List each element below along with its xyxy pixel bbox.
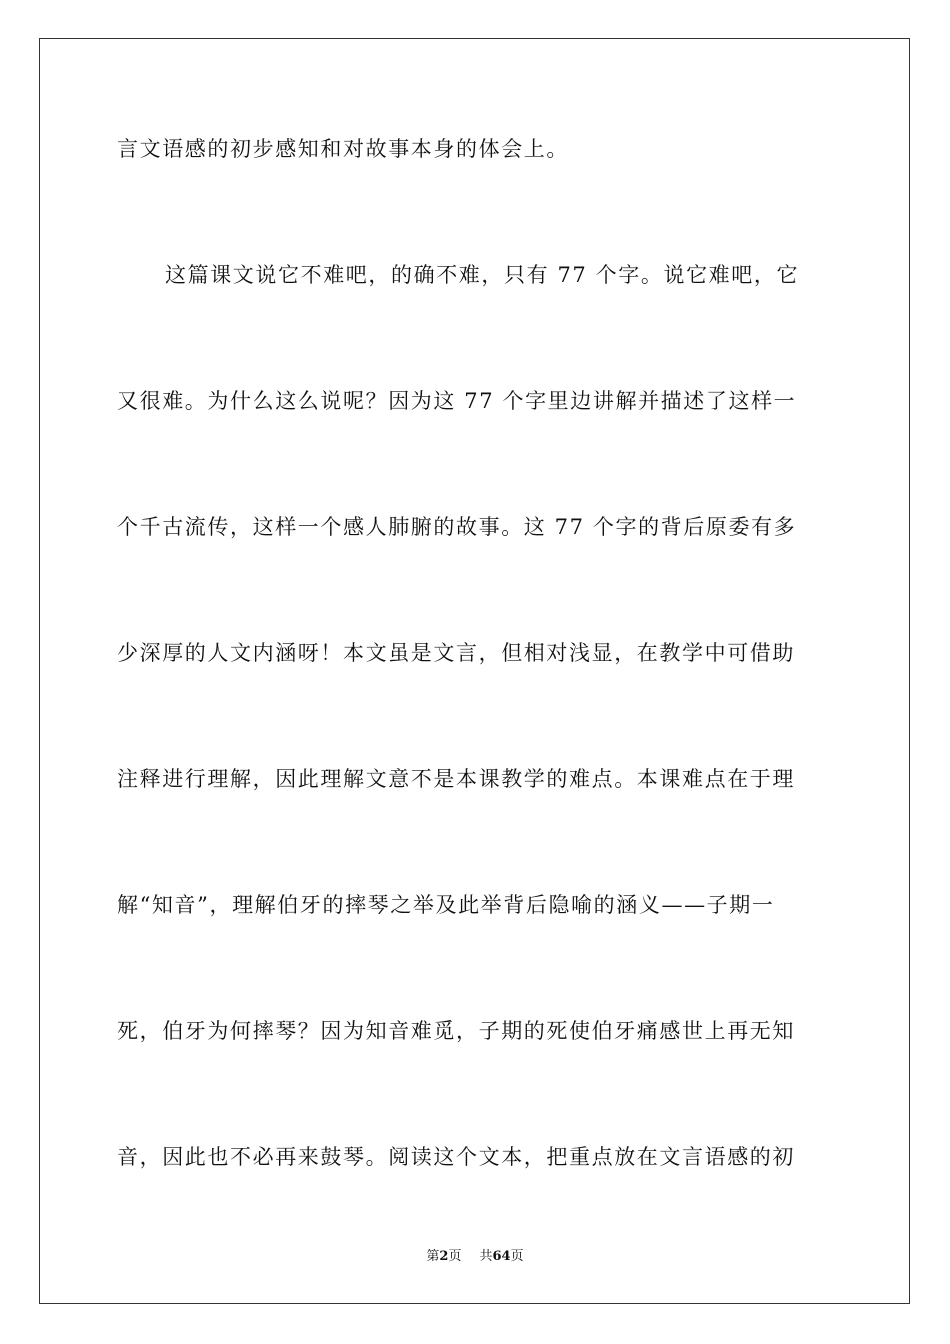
text-line-5: 少深厚的人文内涵呀！本文虽是文言，但相对浅显，在教学中可借助 <box>117 641 795 665</box>
text-line-4: 个千古流传，这样一个感人肺腑的故事。这 77 个字的背后原委有多 <box>117 515 797 539</box>
page-footer <box>0 1249 950 1265</box>
text-line-8: 死，伯牙为何摔琴？因为知音难觅，子期的死使伯牙痛感世上再无知 <box>117 1019 795 1043</box>
text-line-2: 这篇课文说它不难吧，的确不难，只有 77 个字。说它难吧，它 <box>165 263 800 287</box>
text-line-7: 解“知音”，理解伯牙的摔琴之举及此举背后隐喻的涵义——子期一 <box>117 893 775 917</box>
page-number-suffix: 页 <box>448 1249 462 1264</box>
total-pages-suffix: 页 <box>510 1249 524 1264</box>
total-pages-prefix: 共 <box>479 1249 493 1264</box>
text-line-3: 又很难。为什么这么说呢？因为这 77 个字里边讲解并描述了这样一 <box>117 389 797 413</box>
total-pages: 64 <box>492 1249 511 1264</box>
page-number: 2 <box>439 1249 449 1264</box>
text-line-6: 注释进行理解，因此理解文意不是本课教学的难点。本课难点在于理 <box>117 767 795 791</box>
page-number-prefix: 第 <box>426 1249 440 1264</box>
text-line-1: 言文语感的初步感知和对故事本身的体会上。 <box>117 137 569 161</box>
page-border <box>39 38 910 1304</box>
text-line-9: 音，因此也不必再来鼓琴。阅读这个文本，把重点放在文言语感的初 <box>117 1145 795 1169</box>
